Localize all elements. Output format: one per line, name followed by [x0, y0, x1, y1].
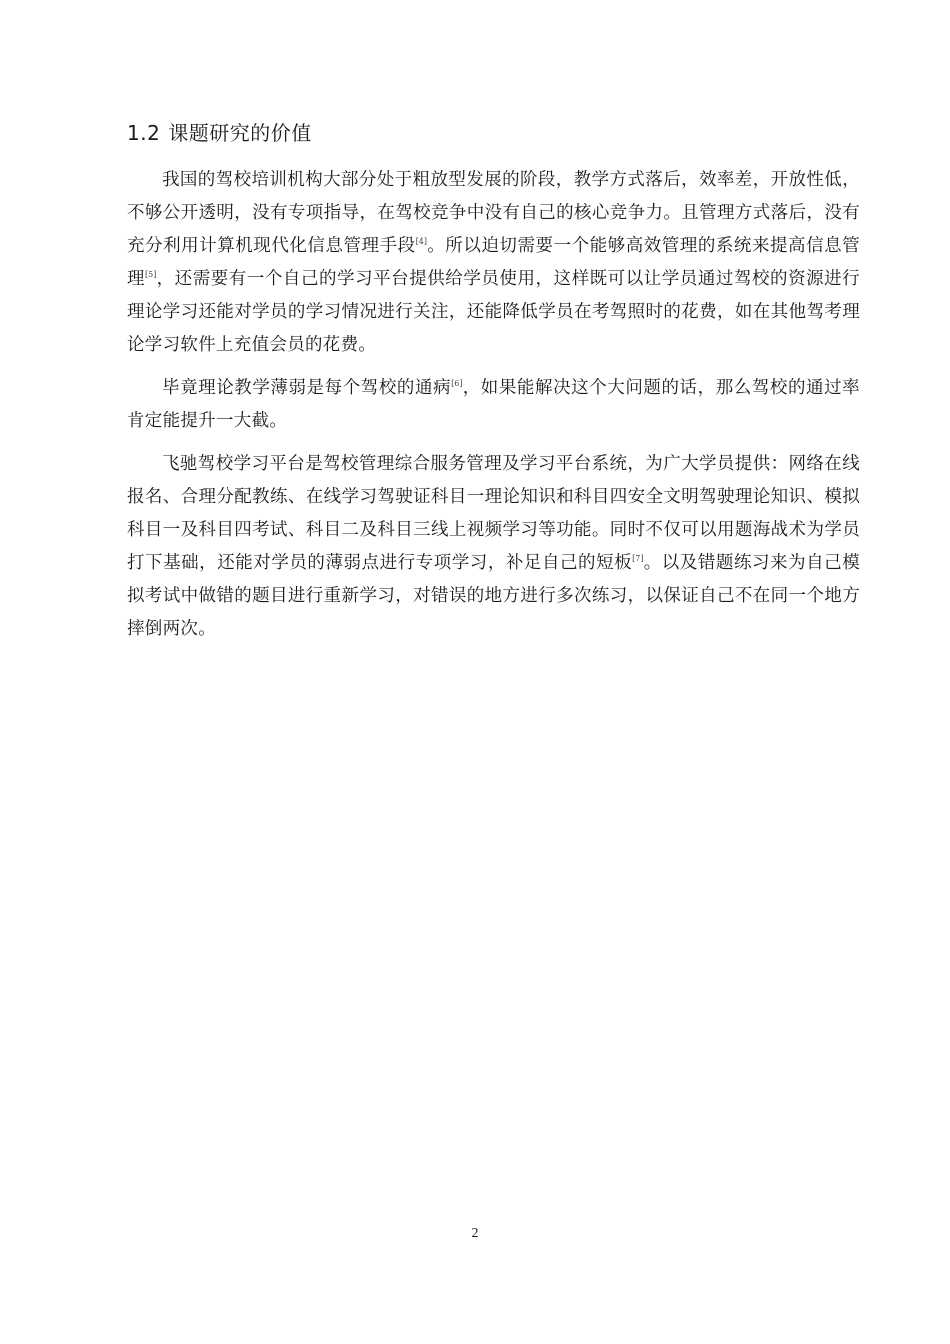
- paragraph-text: ，还需要有一个自己的学习平台提供给学员使用，这样既可以让学员通过驾校的资源进行理论学习还能对学员的学习情况进行关注，还能降低学员在考驾照时的花费，如在其他驾考理论学习软件上充值会员的花费。: [127, 269, 860, 355]
- citation-marker: [5]: [145, 270, 157, 280]
- section-heading: [127, 116, 860, 150]
- paragraph-3: [127, 448, 860, 646]
- section-number: 1.2: [127, 121, 161, 145]
- page-number: 2: [471, 1226, 479, 1241]
- citation-marker: [6]: [451, 379, 463, 389]
- citation-marker: [7]: [632, 554, 644, 564]
- section-title: 课题研究的价值: [168, 121, 312, 145]
- paragraph-text: 我国的驾校培训机构大部分处于粗放型发展的阶段，教学方式落后，效率差，开放性低，不够公开透明，没有专项指导，在驾校竞争中没有自己的核心竞争力。且管理方式落后，没有充分利用计算机现代化信息管理手段: [127, 170, 860, 256]
- paragraph-text: 。所以迫切需要一个能够高效管理的系统来提高信息管理: [127, 236, 860, 289]
- paragraph-text: 飞驰驾校学习平台是驾校管理综合服务管理及学习平台系统，为广大学员提供：网络在线报名、合理分配教练、在线学习驾驶证科目一理论知识和科目四安全文明驾驶理论知识、模拟科目一及科目四考试、科目二及科目三线上视频学习等功能。同时不仅可以用题海战术为学员打下基础，还能对学员的薄弱点进行专项学习，补足自己的短板: [127, 454, 860, 573]
- page-content: [127, 116, 860, 656]
- paragraph-text: 毕竟理论教学薄弱是每个驾校的通病: [162, 378, 452, 398]
- paragraph-1: [127, 164, 860, 362]
- paragraph-text: ，如果能解决这个大问题的话，那么驾校的通过率肯定能提升一大截。: [127, 378, 860, 431]
- paragraph-2: [127, 372, 860, 438]
- paragraph-text: 。以及错题练习来为自己模拟考试中做错的题目进行重新学习，对错误的地方进行多次练习，以保证自己不在同一个地方摔倒两次。: [127, 553, 860, 639]
- citation-marker: [4]: [415, 237, 427, 247]
